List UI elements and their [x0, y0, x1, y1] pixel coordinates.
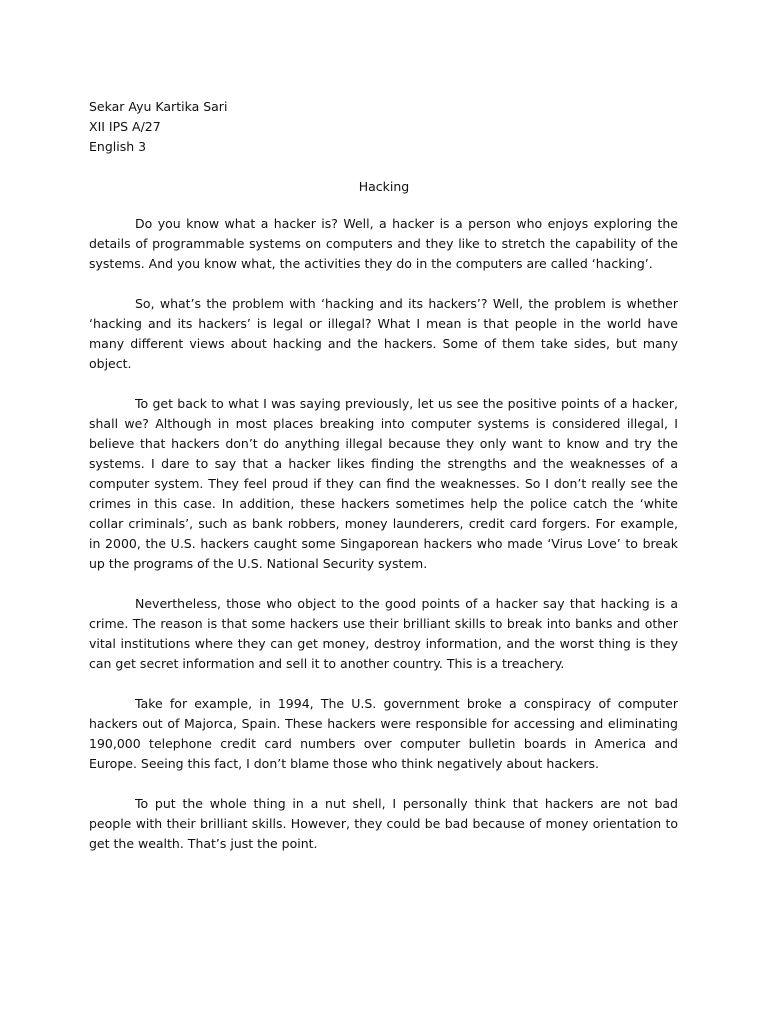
paragraph-1: Do you know what a hacker is? Well, a hacker is a person who enjoys exploring the details of programmable systems on computers and they like to stretch the capability of the systems. And you know what, the activities they do in the computers are called ‘hacking’.: [89, 216, 678, 271]
author-name: Sekar Ayu Kartika Sari: [89, 99, 228, 114]
subject-line: English 3: [89, 139, 147, 154]
paragraph-3: To get back to what I was saying previously, let us see the positive points of a hacker, shall we? Although in most places breaking into computer systems is considered illegal, I believe that hackers don’t do anything illegal because they only want to know and try the systems. I dare to say that a hacker likes finding the strengths and the weaknesses of a computer system. They feel proud if they can find the weaknesses. So I don’t really see the crimes in this case. In addition, these hackers sometimes help the police catch the ‘white collar criminals’, such as bank robbers, money launderers, credit card forgers. For example, in 2000, the U.S. hackers caught some Singaporean hackers who made ‘Virus Love’ to break up the programs of the U.S. National Security system.: [89, 396, 678, 571]
paragraph-4: Nevertheless, those who object to the good points of a hacker say that hacking is a crime. The reason is that some hackers use their brilliant skills to break into banks and other vital institutions where they can get money, destroy information, and the worst thing is they can get secret information and sell it to another country. This is a treachery.: [89, 596, 678, 671]
essay-body: [89, 214, 678, 874]
author-header: [89, 97, 227, 157]
author-class: XII IPS A/27: [89, 119, 161, 134]
paragraph-5: Take for example, in 1994, The U.S. government broke a conspiracy of computer hackers out of Majorca, Spain. These hackers were responsible for accessing and eliminating 190,000 telephone credit card numbers over computer bulletin boards in America and Europe. Seeing this fact, I don’t blame those who think negatively about hackers.: [89, 696, 678, 771]
paragraph-2: So, what’s the problem with ‘hacking and its hackers’? Well, the problem is whether ‘hacking and its hackers’ is legal or illegal? What I mean is that people in the world have many different views about hacking and the hackers. Some of them take sides, but many object.: [89, 296, 678, 371]
essay-title: Hacking: [358, 179, 410, 194]
paragraph-6: To put the whole thing in a nut shell, I personally think that hackers are not bad people with their brilliant skills. However, they could be bad because of money orientation to get the wealth. That’s just the point.: [89, 796, 678, 851]
